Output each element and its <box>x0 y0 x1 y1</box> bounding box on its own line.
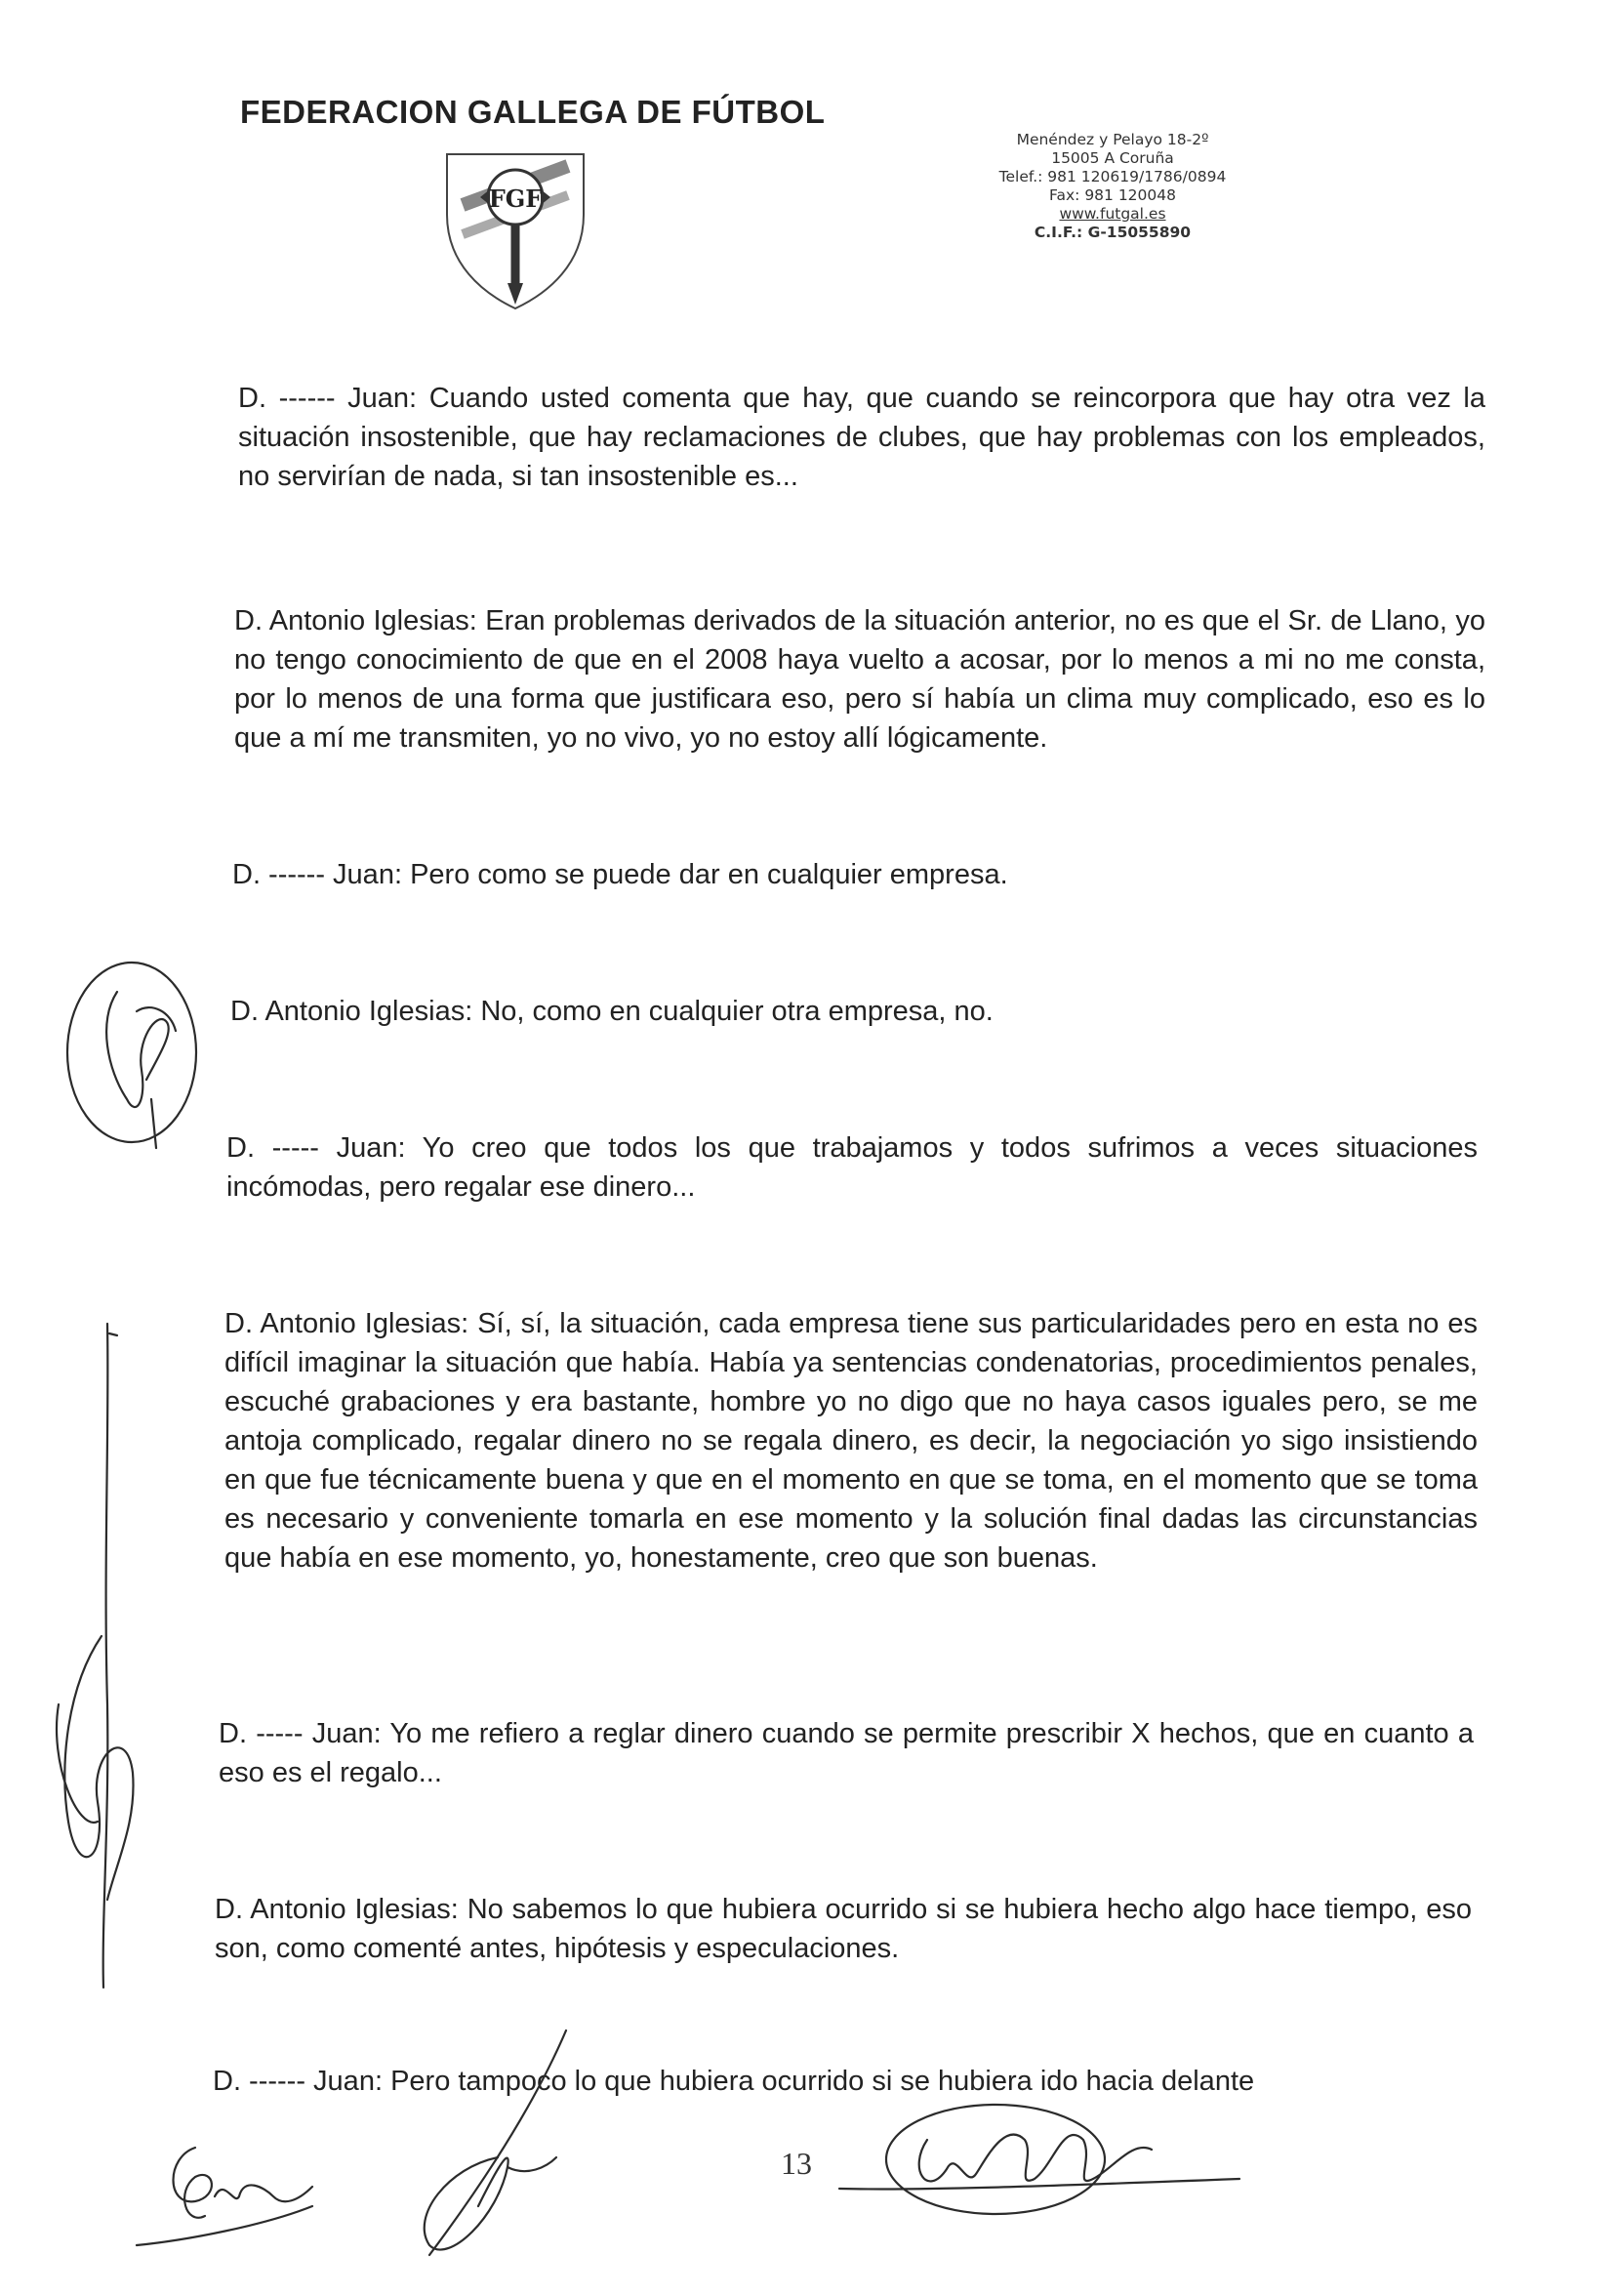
speaker-label: D. ----- Juan: <box>226 1132 423 1164</box>
margin-signature-circle <box>59 953 205 1171</box>
speaker-label: D. Antonio Iglesias: <box>230 996 481 1027</box>
entry-text: No, como en cualquier otra empresa, no. <box>480 996 994 1027</box>
fax-line: Fax: 981 120048 <box>1049 186 1176 204</box>
federation-crest-logo <box>441 146 589 312</box>
entry-text: Pero tampoco lo que hubiera ocurrido si se hubiera ido hacia delante <box>390 2066 1255 2097</box>
margin-signature-vertical <box>39 1314 146 1997</box>
signature-bottom-center <box>390 2021 586 2275</box>
entry-text: Pero como se puede dar en cualquier empresa. <box>410 859 1008 890</box>
transcript-entry <box>234 601 1485 758</box>
page-number: 13 <box>781 2146 812 2181</box>
transcript-entry <box>215 1890 1472 1968</box>
phone-line: Telef.: 981 120619/1786/0894 <box>998 168 1227 185</box>
transcript-entry <box>230 992 1483 1031</box>
signature-bottom-right <box>839 2081 1259 2228</box>
speaker-label: D. Antonio Iglesias: <box>234 605 486 636</box>
speaker-label: D. ------ Juan: <box>232 859 411 890</box>
entry-text: No sabemos lo que hubiera ocurrido si se hubiera hecho algo hace tiempo, eso son, como comenté antes, hipótesis y especulaciones. <box>215 1894 1472 1964</box>
website-link[interactable]: www.futgal.es <box>1059 205 1166 223</box>
transcript-entry <box>219 1714 1474 1792</box>
entry-text: Sí, sí, la situación, cada empresa tiene sus particularidades pero en esta no es difícil imaginar la situación que había. Había ya sentencias condenatorias, procedimientos penales, escuché grabaciones y era bastante, hombre yo no digo que no haya casos iguales pero, se me antoja complicado, regalar dinero no se regala dinero, es decir, la negociación yo sigo insistiendo en que fue técnicamente buena y que en el momento en que se toma, en el momento que se toma es necesario y conveniente tomarla en ese momento y la solución final dadas las circunstancias que había en ese momento, yo, honestamente, creo que son buenas. <box>224 1308 1478 1574</box>
speaker-label: D. Antonio Iglesias: <box>224 1308 478 1339</box>
signature-bottom-left <box>127 2109 351 2255</box>
organization-name: FEDERACION GALLEGA DE FÚTBOL <box>240 94 826 130</box>
transcript-entry <box>238 379 1485 496</box>
entry-text: Yo me refiero a reglar dinero cuando se permite prescribir X hechos, que en cuanto a eso es el regalo... <box>219 1718 1474 1788</box>
speaker-label: D. Antonio Iglesias: <box>215 1894 467 1925</box>
cif-line: C.I.F.: G-15055890 <box>1034 224 1192 241</box>
transcript-entry <box>232 855 1485 894</box>
crest-monogram: FGF <box>488 184 543 213</box>
entry-text: Eran problemas derivados de la situación anterior, no es que el Sr. de Llano, yo no tengo conocimiento de que en el 2008 haya vuelto a acosar, por lo menos a mi no me consta, por lo menos de una forma que justificara eso, pero sí había un clima muy complicado, eso es lo que a mí me transmiten, yo no vivo, yo no estoy allí lógicamente. <box>234 605 1485 754</box>
transcript-entry <box>224 1304 1478 1578</box>
speaker-label: D. ----- Juan: <box>219 1718 390 1749</box>
speaker-label: D. ------ Juan: <box>238 383 429 414</box>
speaker-label: D. ------ Juan: <box>213 2066 391 2097</box>
transcript-entry <box>226 1128 1478 1207</box>
entry-text: Cuando usted comenta que hay, que cuando se reincorpora que hay otra vez la situación insostenible, que hay reclamaciones de clubes, que hay problemas con los empleados, no servirían de nada, si tan insostenible es... <box>238 383 1485 492</box>
address-line: Menéndez y Pelayo 18-2º <box>1016 131 1209 148</box>
contact-block <box>908 131 1318 242</box>
entry-text: Yo creo que todos los que trabajamos y todos sufrimos a veces situaciones incómodas, pero regalar ese dinero... <box>226 1132 1478 1203</box>
city-line: 15005 A Coruña <box>1051 149 1174 167</box>
